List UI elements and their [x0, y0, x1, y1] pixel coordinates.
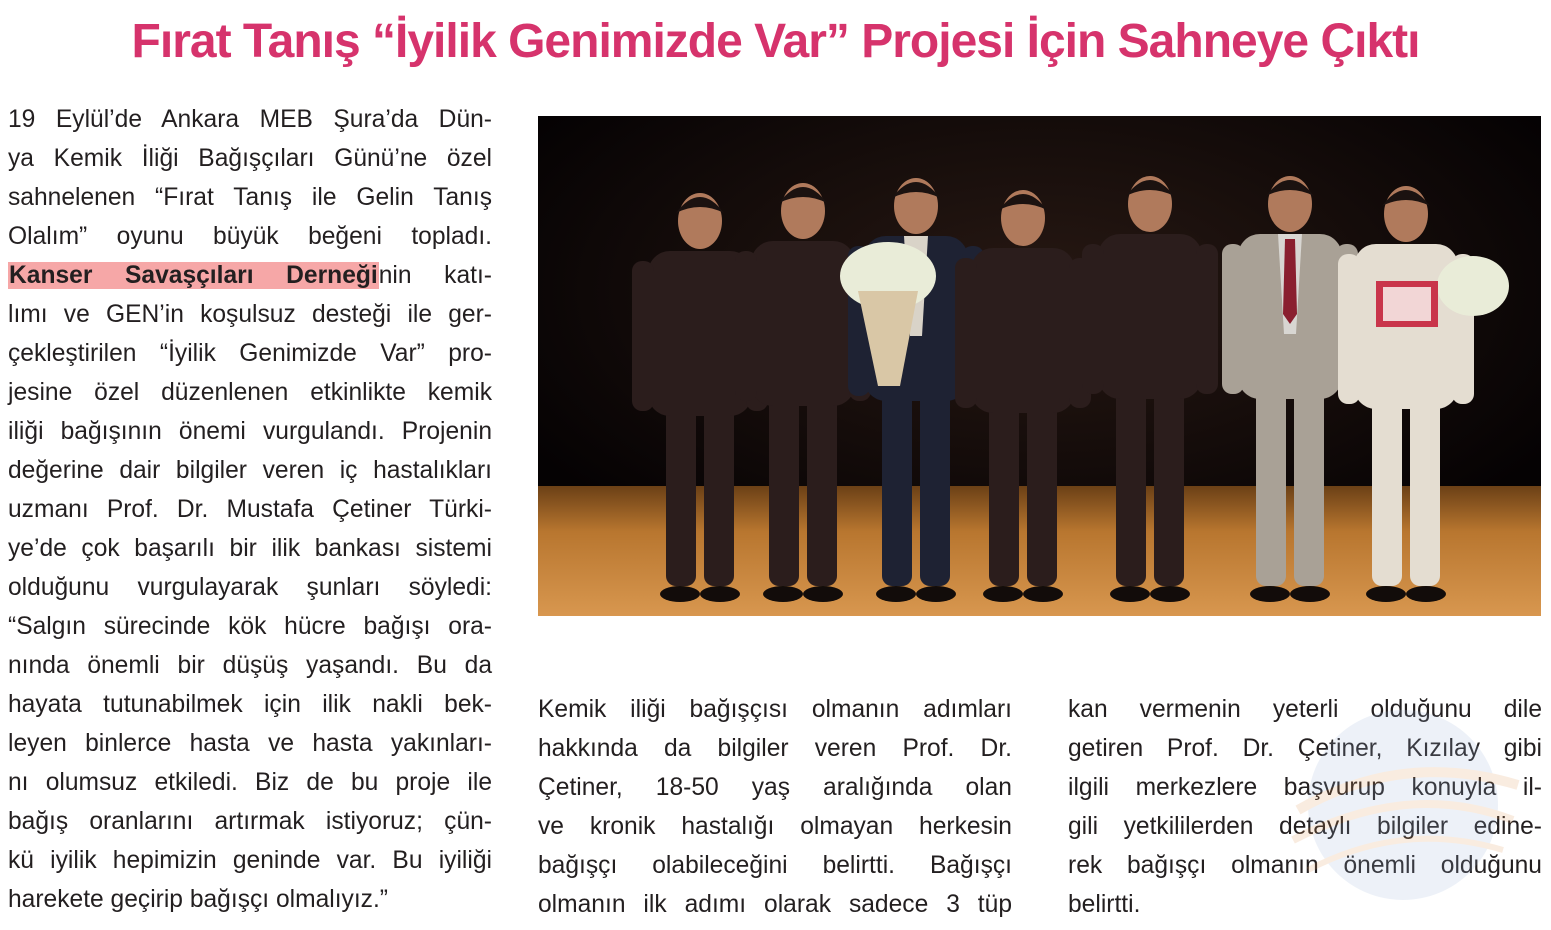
bouquet-right: [1437, 256, 1509, 316]
person-5-shoe-right: [1150, 586, 1190, 602]
person-3-shoe-right: [916, 586, 956, 602]
person-6-arm-left: [1222, 244, 1244, 394]
stage-photo-illustration: [538, 116, 1541, 616]
person-1-arm-left: [632, 261, 654, 411]
text-line: kan vermenin yeterli olduğunu dile: [1068, 696, 1542, 723]
person-7-shoe-right: [1406, 586, 1446, 602]
person-5-leg-left: [1116, 386, 1146, 586]
person-7-leg-right: [1410, 386, 1440, 586]
text-line: olmanın ilk adımı olarak sadece 3 tüp: [538, 891, 1012, 918]
person-5-leg-right: [1154, 386, 1184, 586]
person-3-shoe-left: [876, 586, 916, 602]
organization-highlight: Kanser Savaşçıları Derneği: [9, 262, 378, 289]
text-line: olduğunu vurgulayarak şunları söyledi:: [8, 574, 492, 601]
person-2-torso: [751, 241, 855, 406]
article-column-mid: [538, 690, 1012, 924]
plaque-right-inner: [1383, 287, 1431, 321]
person-5-shoe-left: [1110, 586, 1150, 602]
person-2-leg-right: [807, 386, 837, 586]
text-line: belirtti.: [1068, 891, 1141, 918]
text-line: uzmanı Prof. Dr. Mustafa Çetiner Türki-: [8, 496, 492, 523]
text-line-highlighted: [8, 256, 492, 295]
text-line: ya Kemik İliği Bağışçıları Günü’ne özel: [8, 145, 492, 172]
article-column-left: [8, 100, 492, 919]
text-line: “Salgın sürecinde kök hücre bağışı ora-: [8, 613, 492, 640]
person-7-leg-left: [1372, 386, 1402, 586]
person-6-leg-left: [1256, 386, 1286, 586]
text-line: nında önemli bir düşüş yaşandı. Bu da: [8, 652, 492, 679]
article-photo: [538, 116, 1541, 616]
person-2-shoe-left: [763, 586, 803, 602]
text-line: nı olumsuz etkiledi. Biz de bu proje ile: [8, 769, 492, 796]
person-1-shoe-left: [660, 586, 700, 602]
text-line: 19 Eylül’de Ankara MEB Şura’da Dün-: [8, 106, 492, 133]
article-headline: Fırat Tanış “İyilik Genimizde Var” Projesi İçin Sahneye Çıktı: [131, 15, 1420, 68]
text-line: bağışçı olabileceğini belirtti. Bağışçı: [538, 852, 1012, 879]
person-4-shoe-right: [1023, 586, 1063, 602]
text-line: Çetiner, 18-50 yaş aralığında olan: [538, 774, 1012, 801]
person-1-shoe-right: [700, 586, 740, 602]
person-6-shoe-right: [1290, 586, 1330, 602]
person-2-shoe-right: [803, 586, 843, 602]
highlight-suffix: nin katı-: [378, 262, 492, 289]
text-line: harekete geçirip bağışçı olmalıyız.”: [8, 886, 389, 913]
person-3-leg-right: [920, 386, 950, 586]
text-line: hayata tutunabilmek için ilik nakli bek-: [8, 691, 492, 718]
text-line: değerine dair bilgiler veren iç hastalıkları: [8, 457, 492, 484]
person-6-leg-right: [1294, 386, 1324, 586]
text-line: gili yetkililerden detaylı bilgiler edine-: [1068, 813, 1542, 840]
person-7-arm-left: [1338, 254, 1360, 404]
text-line: hakkında da bilgiler veren Prof. Dr.: [538, 735, 1012, 762]
text-line: kü iyilik hepimizin geninde var. Bu iyiliği: [8, 847, 492, 874]
text-line: iliği bağışının önemi vurgulandı. Projenin: [8, 418, 492, 445]
person-4-leg-right: [1027, 386, 1057, 586]
text-line: jesine özel düzenlenen etkinlikte kemik: [8, 379, 492, 406]
person-4-shoe-left: [983, 586, 1023, 602]
person-2-arm-left: [735, 251, 757, 401]
article-column-right: [1068, 690, 1542, 924]
person-7-shoe-left: [1366, 586, 1406, 602]
text-line: ve kronik hastalığı olmayan herkesin: [538, 813, 1012, 840]
text-line: bağış oranlarını artırmak istiyoruz; çün-: [8, 808, 492, 835]
text-line: çekleştirilen “İyilik Genimizde Var” pro-: [8, 340, 492, 367]
text-line: rek bağışçı olmanın önemli olduğunu: [1068, 852, 1542, 879]
person-6-tie: [1283, 239, 1297, 324]
person-5-arm-left: [1082, 244, 1104, 394]
person-4-torso: [971, 248, 1075, 413]
person-3-leg-left: [882, 386, 912, 586]
text-line: leyen binlerce hasta ve hasta yakınları-: [8, 730, 492, 757]
text-line: ilgili merkezlere başvurup konuyla il-: [1068, 774, 1542, 801]
person-4-leg-left: [989, 386, 1019, 586]
person-4-arm-left: [955, 258, 977, 408]
person-6-shoe-left: [1250, 586, 1290, 602]
person-2-leg-left: [769, 386, 799, 586]
text-line: ye’de çok başarılı bir ilik bankası sistemi: [8, 535, 492, 562]
text-line: sahnelenen “Fırat Tanış ile Gelin Tanış: [8, 184, 492, 211]
text-line: getiren Prof. Dr. Çetiner, Kızılay gibi: [1068, 735, 1542, 762]
person-5-torso: [1098, 234, 1202, 399]
text-line: Kemik iliği bağışçısı olmanın adımları: [538, 696, 1012, 723]
person-5-arm-right: [1196, 244, 1218, 394]
text-line: Olalım” oyunu büyük beğeni topladı.: [8, 223, 492, 250]
text-line: lımı ve GEN’in koşulsuz desteği ile ger-: [8, 301, 492, 328]
